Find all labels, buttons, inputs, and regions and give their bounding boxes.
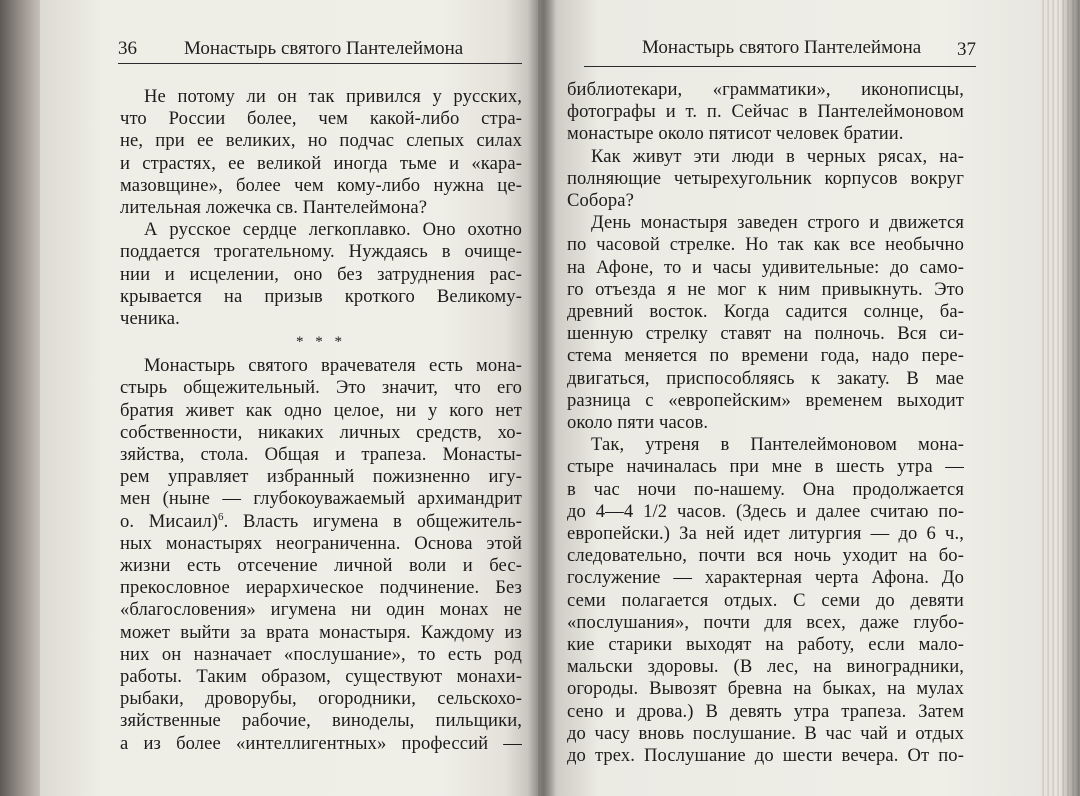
text-line: ченика. [120,308,180,330]
text-line: стема меняется по времени года, надо пере- [567,345,964,367]
text-line-start: о. Мисаил) [120,510,219,532]
right-paragraph-4 [567,434,964,767]
text-line: библиотекари, «грамматики», иконописцы, [567,79,964,100]
text-line: го отъезда я не мог к ним привыкнуть. Это [567,278,964,300]
text-line: европейски.) За ней идет литургия — до 6 ч., [567,523,964,545]
text-line: что России более, чем какой-либо стра- [120,108,522,130]
text-line: Не потому ли он так привился у русских, [144,86,522,107]
right-header-rule [584,66,976,67]
text-line: стыре начиналась при мне в шесть утра — [567,456,964,478]
text-line: кие старики выходят на работу, если мало- [567,634,964,656]
book-gutter [528,0,556,796]
right-paragraph-1 [567,79,964,146]
text-line: монастыре около пятисот человек братии. [567,123,904,145]
text-line: до трех. Послушание до шести вечера. От по- [567,745,964,767]
text-line: братия живет как одно целое, ни у кого нет [120,399,522,421]
text-line: собственности, никаких личных средств, хо- [120,421,522,443]
page-stack-shadow [1060,0,1080,796]
text-line: поддается трогательному. Нуждаясь в очище- [120,241,522,263]
left-paragraph-3 [120,355,522,510]
text-line: по часовой стрелке. Но так как все необычно [567,234,964,256]
right-page-number: 37 [957,39,976,60]
text-line: зяйства, стола. Общая и трапеза. Монасты- [120,444,522,466]
text-line: до часу вновь послушание. В час чай и отдых [567,722,964,744]
text-line: рыбаки, дроворубы, огородники, сельскохо- [120,688,522,710]
text-line: лительная ложечка св. Пантелеймона? [120,197,428,219]
left-header-rule [118,63,522,64]
left-body-text [120,86,522,755]
text-line: не, при ее великих, но подчас слепых силах [120,130,522,152]
text-line: в час ночи по-нашему. Она продолжается [567,478,964,500]
text-line: «благословения» игумена ни один монах не [120,599,522,621]
text-line: стырь общежительный. Это значит, что его [120,377,522,399]
text-line: фотографы и т. п. Сейчас в Пантелеймоновом [567,101,964,123]
text-line: шенную стрелку ставят на полночь. Вся си- [567,323,964,345]
text-line: крывается на призыв кроткого Великому- [120,285,522,307]
text-line: День монастыря заведен строго и движется [591,212,964,234]
text-line: сено и дрова.) В девять утра трапеза. Затем [567,700,964,722]
text-line: семи полагается отдых. С семи до девяти [567,589,964,611]
text-line: полняющие четырехугольник корпусов вокруг [567,167,964,189]
text-line: Так, утреня в Пантелеймоновом мона- [591,434,964,456]
text-line: работы. Таким образом, существуют монахи- [120,666,522,688]
text-line: мазовщине», более чем кому-либо нужна це- [120,174,522,196]
text-line: мальски здоровы. (В лес, на виноградники, [567,656,964,678]
text-line: Как живут эти люди в черных рясах, на- [591,145,964,167]
right-body-text [567,79,964,767]
text-line: «послушания», почти для всех, даже глубо- [567,611,964,633]
text-line-end: . Власть игумена в общежитель- [223,510,522,532]
right-running-header [582,38,976,64]
left-paragraph-1 [120,86,522,219]
text-line: двигаться, приспособляясь к закату. В мае [567,367,964,389]
left-paragraph-3-continued [120,533,522,755]
text-line-with-footnote [120,511,522,533]
text-line: около пяти часов. [567,412,709,434]
text-line: древний восток. Когда садится солнце, ба- [567,301,964,323]
text-line: прекословное иерархическое подчинение. Без [120,577,522,599]
text-line: огороды. Вывозят бревна на быках, на мулах [567,678,964,700]
text-line: Монастырь святого врачевателя есть мона- [144,355,522,377]
text-line: следовательно, почти вся ночь уходит на бо- [567,545,964,567]
section-break-asterisks: * * * [296,334,346,351]
text-line: А русское сердце легкоплавко. Оно охотно [144,219,522,241]
right-paragraph-3 [567,212,964,434]
text-line: до 4—4 1/2 часов. (Здесь и далее считаю по- [567,500,964,522]
left-running-title: Монастырь святого Пантелеймона [184,38,464,59]
text-line: может выйти за врата монастыря. Каждому из [120,621,522,643]
text-line: жизни есть отсечение личной воли и бес- [120,555,522,577]
right-paragraph-2 [567,146,964,213]
text-line: и страстях, ее великой иногда тьме и «кара- [120,152,522,174]
text-line: ных монастырях неограниченна. Основа этой [120,532,522,554]
left-running-header [118,38,522,64]
text-line: рем управляет избранный пожизненно игу- [120,466,522,488]
text-line: гослужение — характерная черта Афона. До [567,567,964,589]
right-running-title: Монастырь святого Пантелеймона [642,37,922,58]
text-line: а из более «интеллигентных» профессий — [120,732,522,754]
left-page-number: 36 [118,38,137,59]
text-line: разница с «европейским» временем выходит [567,389,964,411]
text-line: мен (ныне — глубокоуважаемый архимандрит [120,488,522,510]
footnote-mark: 6 [218,510,224,523]
text-line: них он назначает «послушание», то есть род [120,643,522,665]
text-line: зяйственные рабочие, виноделы, пильщики, [120,710,522,732]
left-paragraph-2 [120,219,522,330]
text-line: нии и исцелении, оно без затруднения рас- [120,263,522,285]
text-line: Собора? [567,190,634,212]
text-line: на Афоне, то и часы удивительные: до само- [567,256,964,278]
